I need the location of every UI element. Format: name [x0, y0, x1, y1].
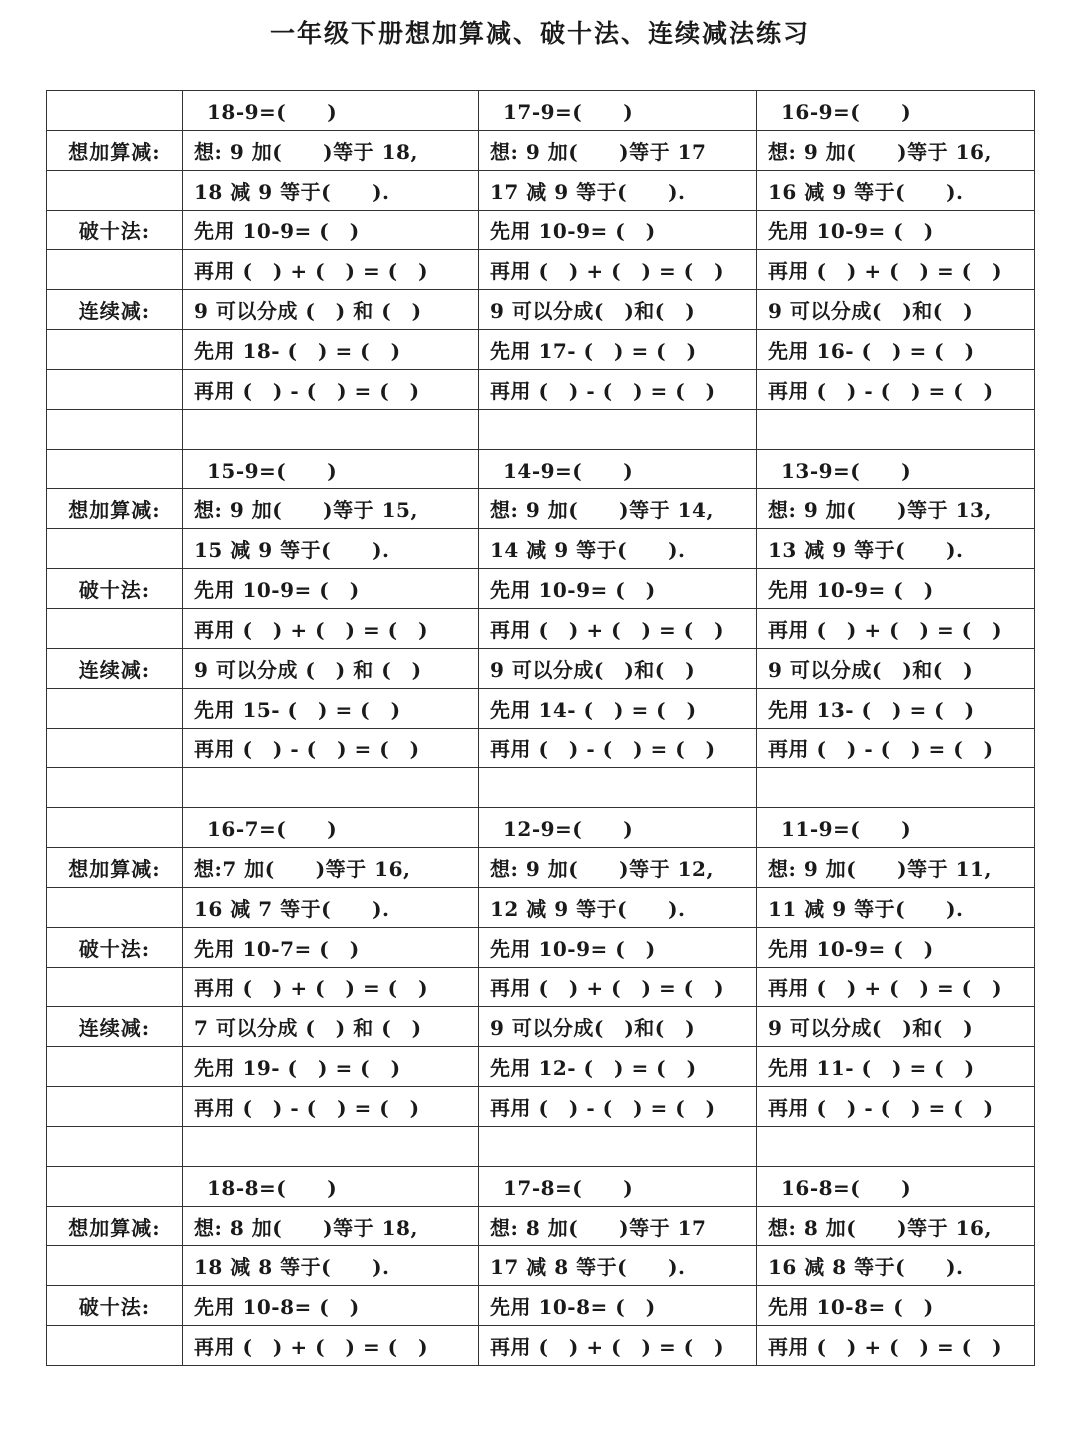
answer-line[interactable]: 想: 8 加( )等于 17 [479, 1206, 757, 1246]
label-xiang: 想加算减: [47, 489, 183, 529]
label-poshi: 破十法: [47, 210, 183, 250]
label-empty [47, 369, 183, 409]
answer-line[interactable]: 先用 13- ( ) = ( ) [757, 688, 1035, 728]
answer-line[interactable]: 先用 10-9= ( ) [479, 569, 757, 609]
empty-cell [47, 1126, 183, 1166]
empty-cell [183, 768, 479, 808]
empty-cell [183, 409, 479, 449]
think-row-2 [47, 887, 1035, 927]
answer-line[interactable]: 想: 9 加( )等于 14, [479, 489, 757, 529]
answer-line[interactable]: 再用 ( ) + ( ) = ( ) [183, 608, 479, 648]
header-row [47, 91, 1035, 131]
answer-line[interactable]: 先用 10-9= ( ) [757, 569, 1035, 609]
answer-line[interactable]: 再用 ( ) + ( ) = ( ) [183, 967, 479, 1007]
problem-header: 13-9=( ) [757, 449, 1035, 489]
poshi-row-1 [47, 210, 1035, 250]
label-empty [47, 887, 183, 927]
answer-line[interactable]: 想: 9 加( )等于 17 [479, 130, 757, 170]
think-row-1 [47, 130, 1035, 170]
answer-line[interactable]: 18 减 9 等于( ). [183, 170, 479, 210]
answer-line[interactable]: 想: 9 加( )等于 13, [757, 489, 1035, 529]
lianxu-row-2 [47, 1047, 1035, 1087]
answer-line[interactable]: 9 可以分成 ( ) 和 ( ) [183, 648, 479, 688]
answer-line[interactable]: 再用 ( ) - ( ) = ( ) [183, 728, 479, 768]
header-row [47, 449, 1035, 489]
page-title: 一年级下册想加算减、破十法、连续减法练习 [269, 19, 810, 48]
answer-line[interactable]: 想: 9 加( )等于 11, [757, 848, 1035, 888]
lianxu-row-2 [47, 330, 1035, 370]
think-row-2 [47, 170, 1035, 210]
lianxu-row-2 [47, 688, 1035, 728]
label-empty [47, 967, 183, 1007]
think-row-1 [47, 489, 1035, 529]
label-xiang: 想加算减: [47, 130, 183, 170]
lianxu-row-1 [47, 1007, 1035, 1047]
answer-line[interactable]: 17 减 9 等于( ). [479, 170, 757, 210]
answer-line[interactable]: 先用 10-9= ( ) [479, 210, 757, 250]
answer-line[interactable]: 再用 ( ) - ( ) = ( ) [479, 369, 757, 409]
answer-line[interactable]: 9 可以分成( )和( ) [757, 1007, 1035, 1047]
answer-line[interactable]: 想: 9 加( )等于 12, [479, 848, 757, 888]
answer-line[interactable]: 再用 ( ) + ( ) = ( ) [757, 967, 1035, 1007]
answer-line[interactable]: 再用 ( ) + ( ) = ( ) [479, 967, 757, 1007]
problem-header: 11-9=( ) [757, 808, 1035, 848]
answer-line[interactable]: 再用 ( ) - ( ) = ( ) [757, 1087, 1035, 1127]
empty-cell [757, 409, 1035, 449]
answer-line[interactable]: 14 减 9 等于( ). [479, 529, 757, 569]
answer-line[interactable]: 再用 ( ) - ( ) = ( ) [757, 728, 1035, 768]
poshi-row-1 [47, 1286, 1035, 1326]
answer-line[interactable]: 再用 ( ) + ( ) = ( ) [183, 250, 479, 290]
answer-line[interactable]: 先用 15- ( ) = ( ) [183, 688, 479, 728]
label-empty [47, 808, 183, 848]
answer-line[interactable]: 17 减 8 等于( ). [479, 1246, 757, 1286]
answer-line[interactable]: 9 可以分成( )和( ) [757, 648, 1035, 688]
lianxu-row-3 [47, 369, 1035, 409]
empty-cell [479, 1126, 757, 1166]
answer-line[interactable]: 再用 ( ) + ( ) = ( ) [183, 1326, 479, 1366]
label-poshi: 破十法: [47, 927, 183, 967]
empty-cell [47, 768, 183, 808]
think-row-1 [47, 848, 1035, 888]
lianxu-row-1 [47, 290, 1035, 330]
problem-header: 16-8=( ) [757, 1166, 1035, 1206]
label-empty [47, 1087, 183, 1127]
spacer-row [47, 409, 1035, 449]
answer-line[interactable]: 再用 ( ) + ( ) = ( ) [757, 250, 1035, 290]
poshi-row-2 [47, 1326, 1035, 1366]
problem-header: 17-8=( ) [479, 1166, 757, 1206]
answer-line[interactable]: 先用 19- ( ) = ( ) [183, 1047, 479, 1087]
label-empty [47, 529, 183, 569]
answer-line[interactable]: 先用 11- ( ) = ( ) [757, 1047, 1035, 1087]
answer-line[interactable]: 16 减 9 等于( ). [757, 170, 1035, 210]
answer-line[interactable]: 11 减 9 等于( ). [757, 887, 1035, 927]
answer-line[interactable]: 先用 10-9= ( ) [183, 569, 479, 609]
lianxu-row-3 [47, 728, 1035, 768]
answer-line[interactable]: 先用 16- ( ) = ( ) [757, 330, 1035, 370]
problem-header: 16-7=( ) [183, 808, 479, 848]
answer-line[interactable]: 先用 10-9= ( ) [183, 210, 479, 250]
answer-line[interactable]: 先用 14- ( ) = ( ) [479, 688, 757, 728]
empty-cell [479, 768, 757, 808]
problem-header: 17-9=( ) [479, 91, 757, 131]
header-row [47, 1166, 1035, 1206]
answer-line[interactable]: 18 减 8 等于( ). [183, 1246, 479, 1286]
answer-line[interactable]: 再用 ( ) - ( ) = ( ) [183, 1087, 479, 1127]
answer-line[interactable]: 再用 ( ) + ( ) = ( ) [479, 608, 757, 648]
header-row [47, 808, 1035, 848]
think-row-1 [47, 1206, 1035, 1246]
answer-line[interactable]: 9 可以分成( )和( ) [479, 648, 757, 688]
answer-line[interactable]: 先用 10-8= ( ) [757, 1286, 1035, 1326]
answer-line[interactable]: 先用 10-8= ( ) [479, 1286, 757, 1326]
label-poshi: 破十法: [47, 1286, 183, 1326]
answer-line[interactable]: 先用 18- ( ) = ( ) [183, 330, 479, 370]
label-empty [47, 330, 183, 370]
answer-line[interactable]: 9 可以分成( )和( ) [479, 290, 757, 330]
label-empty [47, 1166, 183, 1206]
empty-cell [757, 1126, 1035, 1166]
answer-line[interactable]: 先用 10-8= ( ) [183, 1286, 479, 1326]
answer-line[interactable]: 再用 ( ) - ( ) = ( ) [479, 1087, 757, 1127]
problem-header: 15-9=( ) [183, 449, 479, 489]
label-empty [47, 1246, 183, 1286]
empty-cell [479, 409, 757, 449]
label-empty [47, 728, 183, 768]
poshi-row-2 [47, 250, 1035, 290]
problem-header: 12-9=( ) [479, 808, 757, 848]
spacer-row [47, 768, 1035, 808]
worksheet-table [46, 90, 1035, 1366]
answer-line[interactable]: 先用 10-9= ( ) [757, 927, 1035, 967]
label-empty [47, 250, 183, 290]
label-lianxu: 连续减: [47, 648, 183, 688]
label-empty [47, 1047, 183, 1087]
empty-cell [757, 768, 1035, 808]
answer-line[interactable]: 想: 9 加( )等于 16, [757, 130, 1035, 170]
poshi-row-2 [47, 608, 1035, 648]
label-empty [47, 170, 183, 210]
answer-line[interactable]: 想: 9 加( )等于 15, [183, 489, 479, 529]
answer-line[interactable]: 再用 ( ) + ( ) = ( ) [479, 1326, 757, 1366]
answer-line[interactable]: 先用 10-9= ( ) [757, 210, 1035, 250]
answer-line[interactable]: 先用 12- ( ) = ( ) [479, 1047, 757, 1087]
label-empty [47, 91, 183, 131]
answer-line[interactable]: 先用 10-7= ( ) [183, 927, 479, 967]
answer-line[interactable]: 再用 ( ) + ( ) = ( ) [757, 608, 1035, 648]
spacer-row [47, 1126, 1035, 1166]
poshi-row-1 [47, 927, 1035, 967]
problem-header: 18-8=( ) [183, 1166, 479, 1206]
label-lianxu: 连续减: [47, 1007, 183, 1047]
answer-line[interactable]: 7 可以分成 ( ) 和 ( ) [183, 1007, 479, 1047]
poshi-row-1 [47, 569, 1035, 609]
poshi-row-2 [47, 967, 1035, 1007]
think-row-2 [47, 529, 1035, 569]
answer-line[interactable]: 先用 10-9= ( ) [479, 927, 757, 967]
lianxu-row-3 [47, 1087, 1035, 1127]
label-xiang: 想加算减: [47, 848, 183, 888]
answer-line[interactable]: 再用 ( ) - ( ) = ( ) [479, 728, 757, 768]
answer-line[interactable]: 12 减 9 等于( ). [479, 887, 757, 927]
answer-line[interactable]: 16 减 7 等于( ). [183, 887, 479, 927]
label-lianxu: 连续减: [47, 290, 183, 330]
answer-line[interactable]: 想: 8 加( )等于 18, [183, 1206, 479, 1246]
label-empty [47, 1326, 183, 1366]
answer-line[interactable]: 13 减 9 等于( ). [757, 529, 1035, 569]
label-xiang: 想加算减: [47, 1206, 183, 1246]
answer-line[interactable]: 再用 ( ) - ( ) = ( ) [757, 369, 1035, 409]
label-empty [47, 688, 183, 728]
answer-line[interactable]: 9 可以分成( )和( ) [479, 1007, 757, 1047]
answer-line[interactable]: 想:7 加( )等于 16, [183, 848, 479, 888]
answer-line[interactable]: 再用 ( ) - ( ) = ( ) [183, 369, 479, 409]
answer-line[interactable]: 9 可以分成( )和( ) [757, 290, 1035, 330]
answer-line[interactable]: 先用 17- ( ) = ( ) [479, 330, 757, 370]
answer-line[interactable]: 想: 8 加( )等于 16, [757, 1206, 1035, 1246]
answer-line[interactable]: 再用 ( ) + ( ) = ( ) [479, 250, 757, 290]
answer-line[interactable]: 9 可以分成 ( ) 和 ( ) [183, 290, 479, 330]
problem-header: 18-9=( ) [183, 91, 479, 131]
problem-header: 16-9=( ) [757, 91, 1035, 131]
answer-line[interactable]: 想: 9 加( )等于 18, [183, 130, 479, 170]
answer-line[interactable]: 16 减 8 等于( ). [757, 1246, 1035, 1286]
label-empty [47, 449, 183, 489]
think-row-2 [47, 1246, 1035, 1286]
answer-line[interactable]: 再用 ( ) + ( ) = ( ) [757, 1326, 1035, 1366]
problem-header: 14-9=( ) [479, 449, 757, 489]
answer-line[interactable]: 15 减 9 等于( ). [183, 529, 479, 569]
lianxu-row-1 [47, 648, 1035, 688]
empty-cell [47, 409, 183, 449]
label-poshi: 破十法: [47, 569, 183, 609]
label-empty [47, 608, 183, 648]
empty-cell [183, 1126, 479, 1166]
